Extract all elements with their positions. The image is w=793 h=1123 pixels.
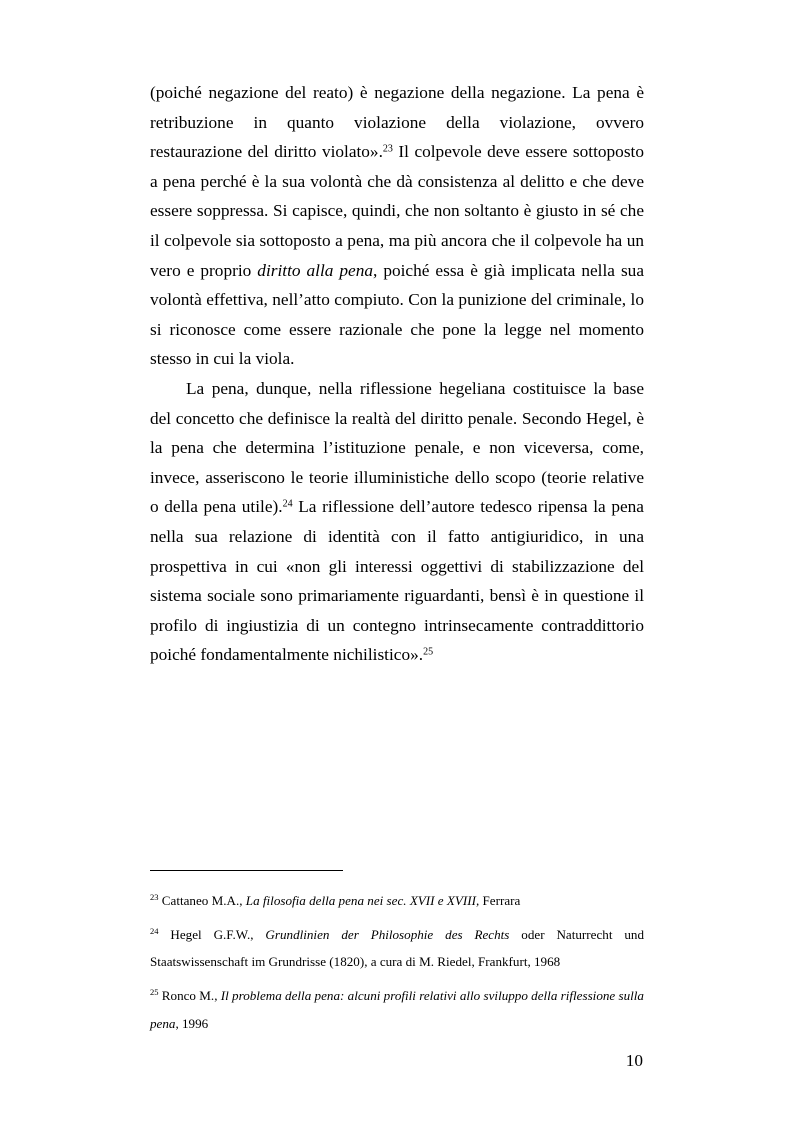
footnote-ref-24: 24 [282,498,293,510]
footnote-23 [150,887,644,915]
footnote-details: Ferrara [479,893,521,908]
footnotes [150,887,644,1044]
footnote-details: , 1996 [175,1015,209,1031]
footnote-25 [150,982,644,1037]
paragraph-1-text: (poiché negazione del reato) è negazione della negazione. La pena è retribuzione in quanto violazione della violazione, ovvero restaurazione del diritto violato». [150,83,644,162]
paragraph-1-text-2: Il colpevole deve essere sottoposto a pena perché è la sua volontà che dà consistenza al delitto e che deve essere soppressa. Si capisce, quindi, che non soltanto è giusto in sé che il colpevole sia sottoposto a pena, ma più ancora che il colpevole ha un vero e proprio [150,142,644,280]
emphasis-diritto-alla-pena: diritto alla pena [257,260,374,280]
paragraph-2-text: La pena, dunque, nella riflessione hegeliana costituisce la base del concetto che definisce la realtà del diritto penale. Secondo Hegel, è la pena che determina l’istituzione penale, e non viceversa, come, invece, asseriscono le teorie illuministiche dello scopo (teorie relative o della pena utile). [150,378,644,517]
footnote-author: Cattaneo M.A., [161,893,246,908]
paragraph-2-text-2: La riflessione dell’autore tedesco ripensa la pena nella sua relazione di identità con il fatto antigiuridico, in una prospettiva in cui «non gli interessi oggettivi di stabilizzazione del sistema sociale sono primariamente riguardanti, bensì è in questione il profilo di ingiustizia di un contegno intrinsecamente contraddittorio poiché fondamentalmente nichilistico». [150,497,644,665]
footnote-ref-25: 25 [423,646,434,658]
footnote-separator [150,870,343,871]
footnote-number: 23 [150,891,159,902]
footnote-number: 25 [150,987,159,998]
page-number: 10 [625,1051,643,1070]
footnote-author: Ronco M., [158,988,221,1004]
footnote-details: oder Naturrecht und Staatswissenschaft im Grundrisse (1820), a cura di M. Riedel, Frankfurt, 1968 [150,926,644,970]
footnote-title: Il problema della pena: alcuni profili relativi allo sviluppo della riflessione sulla pena [150,988,644,1031]
paragraph-2 [150,374,644,670]
footnote-title: Grundlinien der Philosophie des Rechts [265,926,510,942]
main-text [150,78,644,670]
footnote-24 [150,921,644,976]
footnote-number: 24 [150,925,159,936]
footnote-author: Hegel G.F.W., [158,926,266,942]
footnote-title: La filosofia della pena nei sec. XVII e XVIII, [245,893,480,908]
footnote-ref-23: 23 [382,143,393,155]
paragraph-1-text-3: , poiché essa è già implicata nella sua volontà effettiva, nell’atto compiuto. Con la punizione del criminale, lo si riconosce come essere razionale che pone la legge nel momento stesso in cui la viola. [150,260,644,369]
paragraph-1 [150,78,644,374]
